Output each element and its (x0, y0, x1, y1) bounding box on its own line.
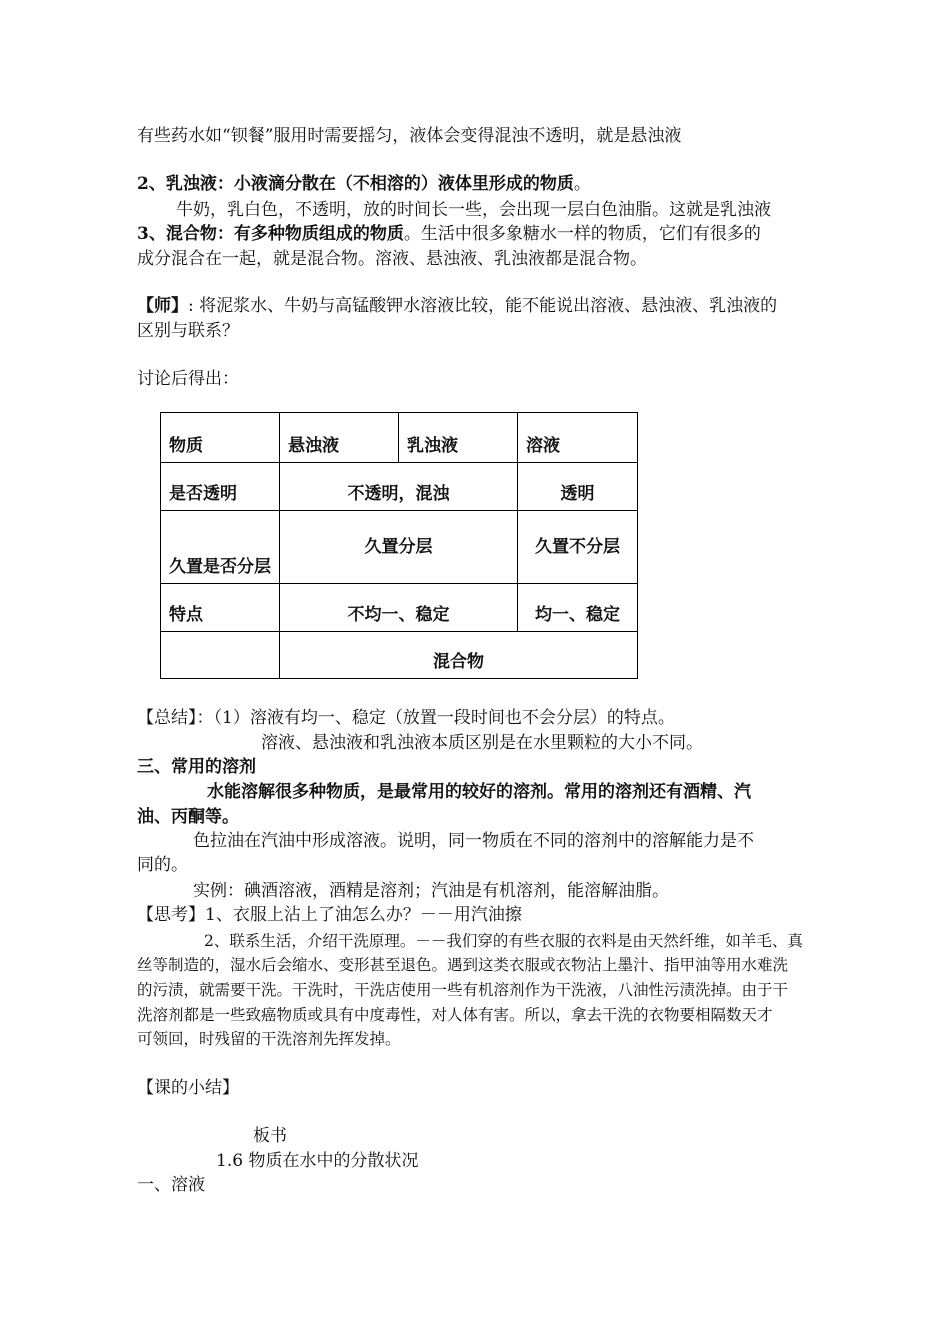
teacher-question (137, 294, 777, 318)
think-tag: 【思考】 (137, 905, 205, 925)
definition-mixture (137, 222, 761, 246)
table-header-row (161, 413, 638, 463)
summary-point-1: ：（1）溶液有均一、稳定（放置一段时间也不会分层）的特点。 (196, 708, 675, 728)
row-label-features: 特点 (161, 584, 280, 632)
paragraph-milk-example: 牛奶，乳白色，不透明，放的时间长一些，会出现一层白色油脂。这就是乳浊液 (176, 200, 771, 220)
board-heading: 板书 (253, 1126, 287, 1146)
table-row-transparency (161, 463, 638, 511)
discussion-lead: 讨论后得出： (137, 369, 239, 389)
header-solution: 溶液 (518, 413, 638, 463)
paragraph-mixture-continued: 成分混合在一起，就是混合物。溶液、悬浊液、乳浊液都是混合物。 (137, 249, 647, 269)
dry-cleaning-line-5: 可领回，时残留的干洗溶剂先挥发掉。 (137, 1030, 401, 1048)
header-suspension: 悬浊液 (280, 413, 399, 463)
table-row-mixture (161, 632, 638, 679)
think-line-1 (137, 903, 522, 927)
definition-mixture-term: 3、混合物：有多种物质组成的物质 (137, 224, 404, 244)
comparison-table (160, 412, 638, 679)
section-3-key-point-2: 油、丙酮等。 (137, 807, 239, 827)
row-label-empty (161, 632, 280, 679)
cell-transparent: 透明 (518, 463, 638, 511)
section-3-salad-oil-2: 同的。 (137, 855, 188, 875)
definition-emulsion (137, 172, 591, 196)
section-3-key-point-1: 水能溶解很多种物质，是最常用的较好的溶剂。常用的溶剂还有酒精、汽 (207, 782, 751, 802)
summary-line-1 (137, 706, 675, 730)
dry-cleaning-line-1: 2、联系生活，介绍干洗原理。－－我们穿的有些衣服的衣料是由天然纤维，如羊毛、真 (204, 932, 803, 950)
paragraph-suspension-example: 有些药水如“钡餐”服用时需要摇匀，液体会变得混浊不透明，就是悬浊液 (137, 126, 682, 146)
summary-line-2: 溶液、悬浊液和乳浊液本质区别是在水里颗粒的大小不同。 (261, 733, 703, 753)
teacher-question-text: : 将泥浆水、牛奶与高锰酸钾水溶液比较，能不能说出溶液、悬浊液、乳浊液的 (188, 296, 778, 316)
cell-no-layers: 久置不分层 (518, 511, 638, 584)
teacher-question-continued: 区别与联系？ (137, 321, 239, 341)
think-question-1: 1、衣服上沾上了油怎么办？－－用汽油擦 (205, 905, 522, 925)
section-3-heading: 三、常用的溶剂 (137, 757, 256, 777)
teacher-tag: 【师】 (137, 296, 188, 316)
board-title: 1.6 物质在水中的分散状况 (216, 1151, 419, 1171)
cell-uniform-stable: 均一、稳定 (518, 584, 638, 632)
header-emulsion: 乳浊液 (399, 413, 518, 463)
cell-nonuniform-stable: 不均一、稳定 (280, 584, 518, 632)
lesson-summary-heading: 【课的小结】 (137, 1078, 239, 1098)
definition-emulsion-term: 2、乳浊液：小液滴分散在（不相溶的）液体里形成的物质 (137, 174, 574, 194)
board-item-solution: 一、溶液 (137, 1175, 205, 1195)
section-3-example: 实例：碘酒溶液，酒精是溶剂；汽油是有机溶剂，能溶解油脂。 (193, 881, 669, 901)
summary-tag: 【总结】 (137, 708, 197, 728)
section-3-salad-oil-1: 色拉油在汽油中形成溶液。说明，同一物质在不同的溶剂中的溶解能力是不 (193, 831, 754, 851)
definition-emulsion-period: 。 (573, 174, 591, 194)
dry-cleaning-line-3: 的污渍，就需要干洗。干洗时，干洗店使用一些有机溶剂作为干洗液，八油性污渍洗掉。由于干 (137, 981, 789, 999)
dry-cleaning-line-2: 丝等制造的，湿水后会缩水、变形甚至退色。遇到这类衣服或衣物沾上墨汁、指甲油等用水难洗 (137, 956, 789, 974)
cell-mixture: 混合物 (280, 632, 638, 679)
row-label-transparency: 是否透明 (161, 463, 280, 511)
dry-cleaning-line-4: 洗溶剂都是一些致癌物质或具有中度毒性，对人体有害。所以，拿去干洗的衣物要相隔数天才 (137, 1006, 773, 1024)
row-label-layering: 久置是否分层 (161, 511, 280, 584)
table-row-layering (161, 511, 638, 584)
definition-mixture-text: 。生活中很多象糖水一样的物质，它们有很多的 (403, 224, 761, 244)
table-row-features (161, 584, 638, 632)
header-substance: 物质 (161, 413, 280, 463)
cell-layers: 久置分层 (280, 511, 518, 584)
cell-opaque-turbid: 不透明，混浊 (280, 463, 518, 511)
